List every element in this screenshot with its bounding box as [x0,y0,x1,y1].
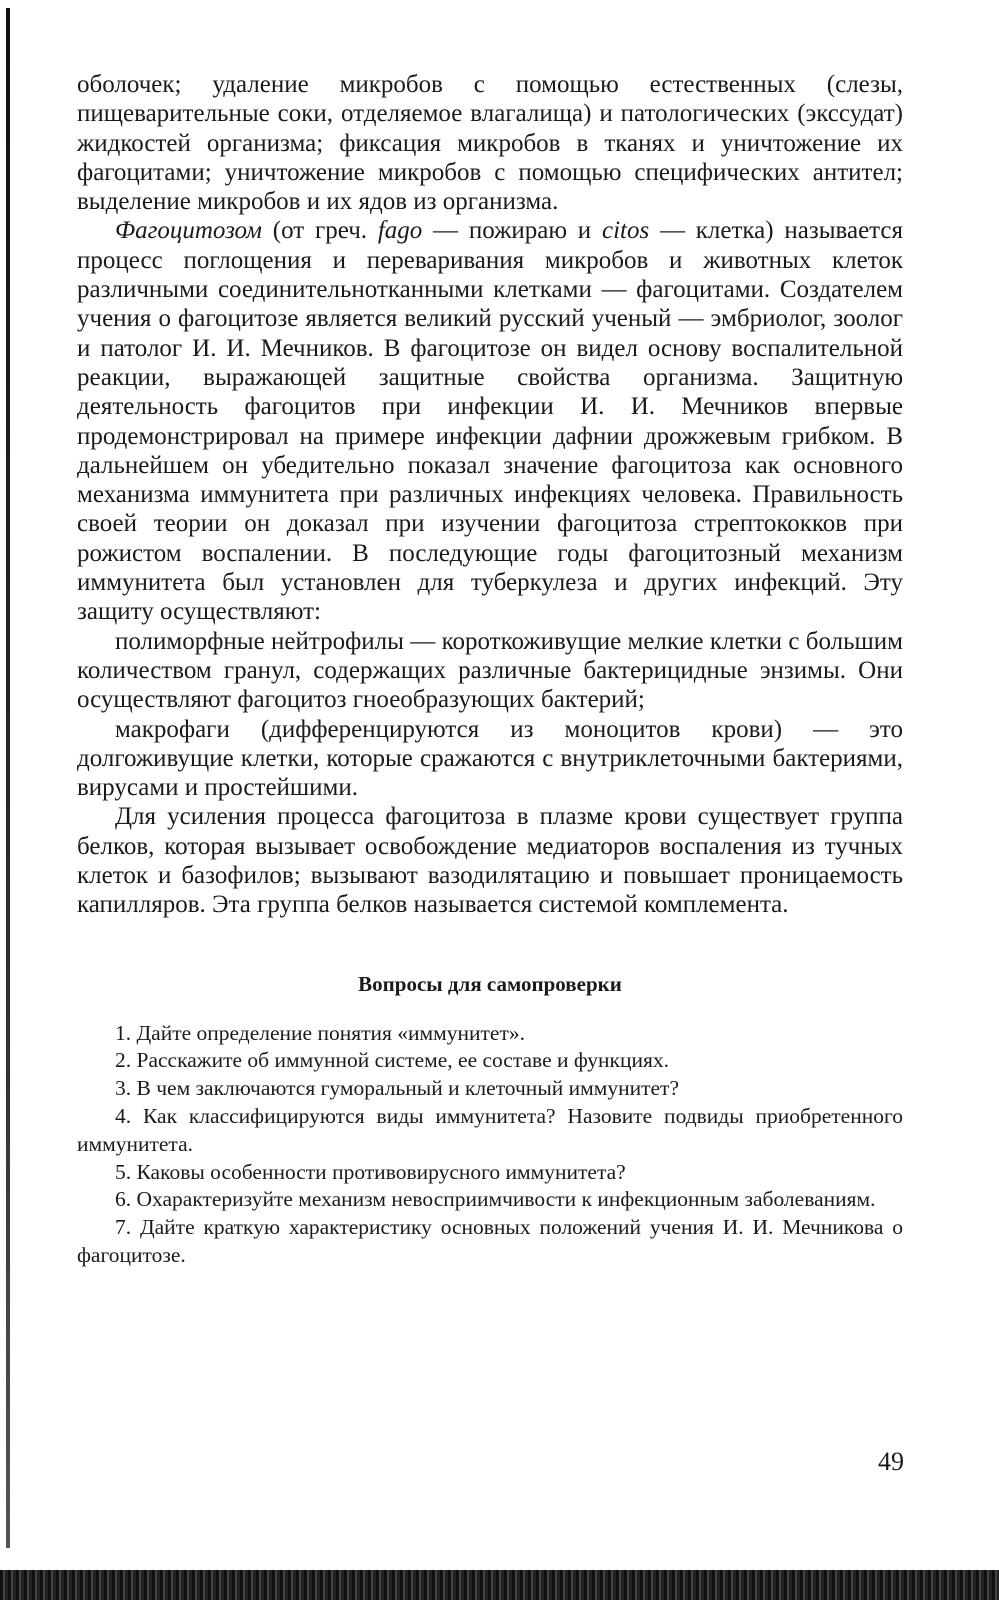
text-fragment: — пожираю и [422,217,602,245]
term-phagocytosis: Фагоцитозом [115,217,263,245]
paragraph-neutrophils: полиморфные нейтрофилы — короткоживущие мелкие клетки с большим количеством гранул, содержащих различные бактерицидные энзимы. Они осуществляют фагоцитоз гноеобразующих бактерий; [77,627,903,714]
question-item: 6. Охарактеризуйте механизм невосприимчивости к инфекционным заболеваниям. [115,1187,876,1212]
question-item: 2. Расскажите об иммунной системе, ее составе и функциях. [115,1048,670,1073]
scan-left-edge [6,8,10,1548]
greek-word-fago: fago [377,217,423,245]
text-fragment: — клетка) называется процесс поглощения и переваривания микробов и животных клеток различными соединительнотканными клетками — фагоцитами. Создателем учения о фагоцитозе является великий русский ученый — эмбриолог, зоолог и патолог И. И. Мечников. В фагоцитозе он видел основу воспалительной реакции, выражающей защитные свойства организма. Защитную деятельность фагоцитов при инфекции И. И. Мечников впервые продемонстрировал на примере инфекции дафнии дрожжевым грибком. В дальнейшем он убедительно показал значение фагоцитоза как основного механизма иммунитета при различных инфекциях человека. Правильность своей теории он доказал при изучении фагоцитоза стрептококков при рожистом воспалении. В последующие годы фагоцитозный механизм иммунитета был установлен для туберкулеза и других инфекций. Эту защиту осуществляют: [77,217,903,626]
question-item: 7. Дайте краткую характеристику основных положений учения И. И. Мечникова о фагоцитозе. [77,1215,903,1267]
questions-list [77,1020,903,1270]
text-fragment: (от греч. [262,217,378,245]
paragraph-1: оболочек; удаление микробов с помощью естественных (слезы, пищеварительные соки, отделяемое влагалища) и патологических (экссудат) жидкостей организма; фиксация микробов в тканях и уничтожение их фагоцитами; уничтожение микробов с помощью специфических антител; выделение микробов и их ядов из организма. [77,71,903,216]
paragraph-phagocytosis [77,216,903,626]
paragraph-macrophages: макрофаги (дифференцируются из моноцитов крови) — это долгоживущие клетки, которые сражаются с внутриклеточными бактериями, вирусами и простейшими. [77,715,903,802]
question-item: 5. Каковы особенности противовирусного иммунитета? [115,1159,626,1184]
scan-bottom-strip [0,1570,999,1600]
question-item: 3. В чем заключаются гуморальный и клеточный иммунитет? [115,1076,679,1101]
question-item: 1. Дайте определение понятия «иммунитет». [115,1020,525,1045]
question-item: 4. Как классифицируются виды иммунитета? Назовите подвиды приобретенного иммунитета. [77,1104,903,1156]
paragraph-complement: Для усиления процесса фагоцитоза в плазме крови существует группа белков, которая вызывает освобождение медиаторов воспаления из тучных клеток и базофилов; вызывают вазодилятацию и повышает проницаемость капилляров. Эта группа белков называется системой комплемента. [77,803,903,919]
page-number: 49 [878,1447,904,1476]
greek-word-citos: citos [601,217,650,245]
questions-heading: Вопросы для самопроверки [358,971,622,996]
page-content [77,70,903,1270]
